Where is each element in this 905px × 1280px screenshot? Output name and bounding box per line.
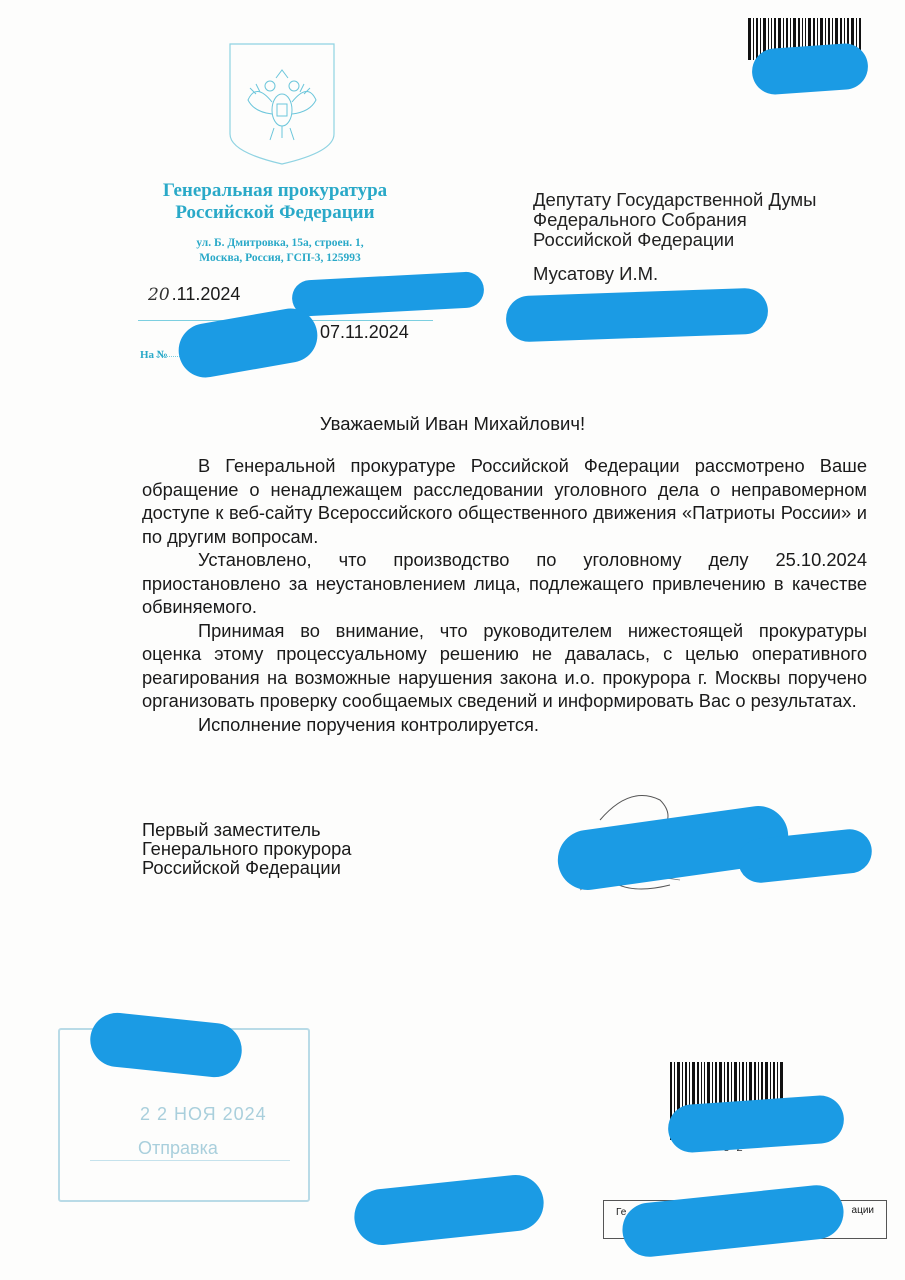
org-name-line1: Генеральная прокуратура [162,180,388,201]
signature-line1: Первый заместитель [142,819,321,840]
date-rest: .11.2024 [171,284,241,304]
recipient-name: Мусатову И.М. [533,263,659,284]
russian-coat-of-arms-icon [226,42,338,166]
outgoing-date [148,284,240,305]
redaction-bottom-left [352,1172,547,1248]
redaction-recipient [505,287,768,342]
redaction-ref-number [174,304,321,381]
address-line1: ул. Б. Дмитровка, 15а, строен. 1, [196,237,364,249]
recipient-block [533,190,873,250]
handwritten-day: 20 [148,285,170,305]
recipient-line1: Депутату Государственной Думы [533,189,817,210]
signature-block [142,820,351,877]
reference-line [140,322,409,361]
address-line2: Москва, Россия, ГСП-3, 125993 [199,252,361,264]
stamp-text: Отправка [138,1138,218,1158]
redaction-barcode-top [751,42,870,96]
reference-date: 07.11.2024 [320,322,409,342]
paragraph-4: Исполнение поручения контролируется. [198,713,539,735]
signature-line3: Российской Федерации [142,857,341,878]
na-label: На № [140,349,168,361]
stamp-underline [90,1160,290,1161]
paragraph-1: В Генеральной прокуратуре Российской Федерации рассмотрено Ваше обращение о ненадлежащем расследовании уголовного дела о неправомерном доступе к веб-сайту Всероссийского общественного движения «Патриоты России» и по другим вопросам. [142,455,867,547]
redaction-footer [620,1183,846,1260]
recipient-line2: Федерального Собрания [533,209,747,230]
org-address [150,236,410,266]
footer-box-right: ации [851,1205,874,1216]
redaction-number [291,271,485,317]
emblem [226,42,338,166]
stamp-date: 2 2 НОЯ 2024 [140,1104,267,1124]
greeting: Уважаемый Иван Михайлович! [319,413,586,434]
org-name-line2: Российской Федерации [175,202,375,223]
org-name [120,180,430,224]
letter-body [142,454,867,736]
paragraph-2: Установлено, что производство по уголовному делу 25.10.2024 приостановлено за неустановлением лица, подлежащего привлечению в качестве обвиняемого. [142,549,867,617]
footer-box-left: Ге [616,1207,627,1218]
recipient-line3: Российской Федерации [533,229,735,250]
signature-line2: Генерального прокурора [142,838,352,859]
paragraph-3: Принимая во внимание, что руководителем нижестоящей прокуратуры оценка этому процессуальному решению не давалась, с целью оперативного реагирования на возможные нарушения закона и.о. прокурора г. Москвы поручено организовать проверку сообщаемых сведений и информировать Вас о результатах. [142,619,867,711]
